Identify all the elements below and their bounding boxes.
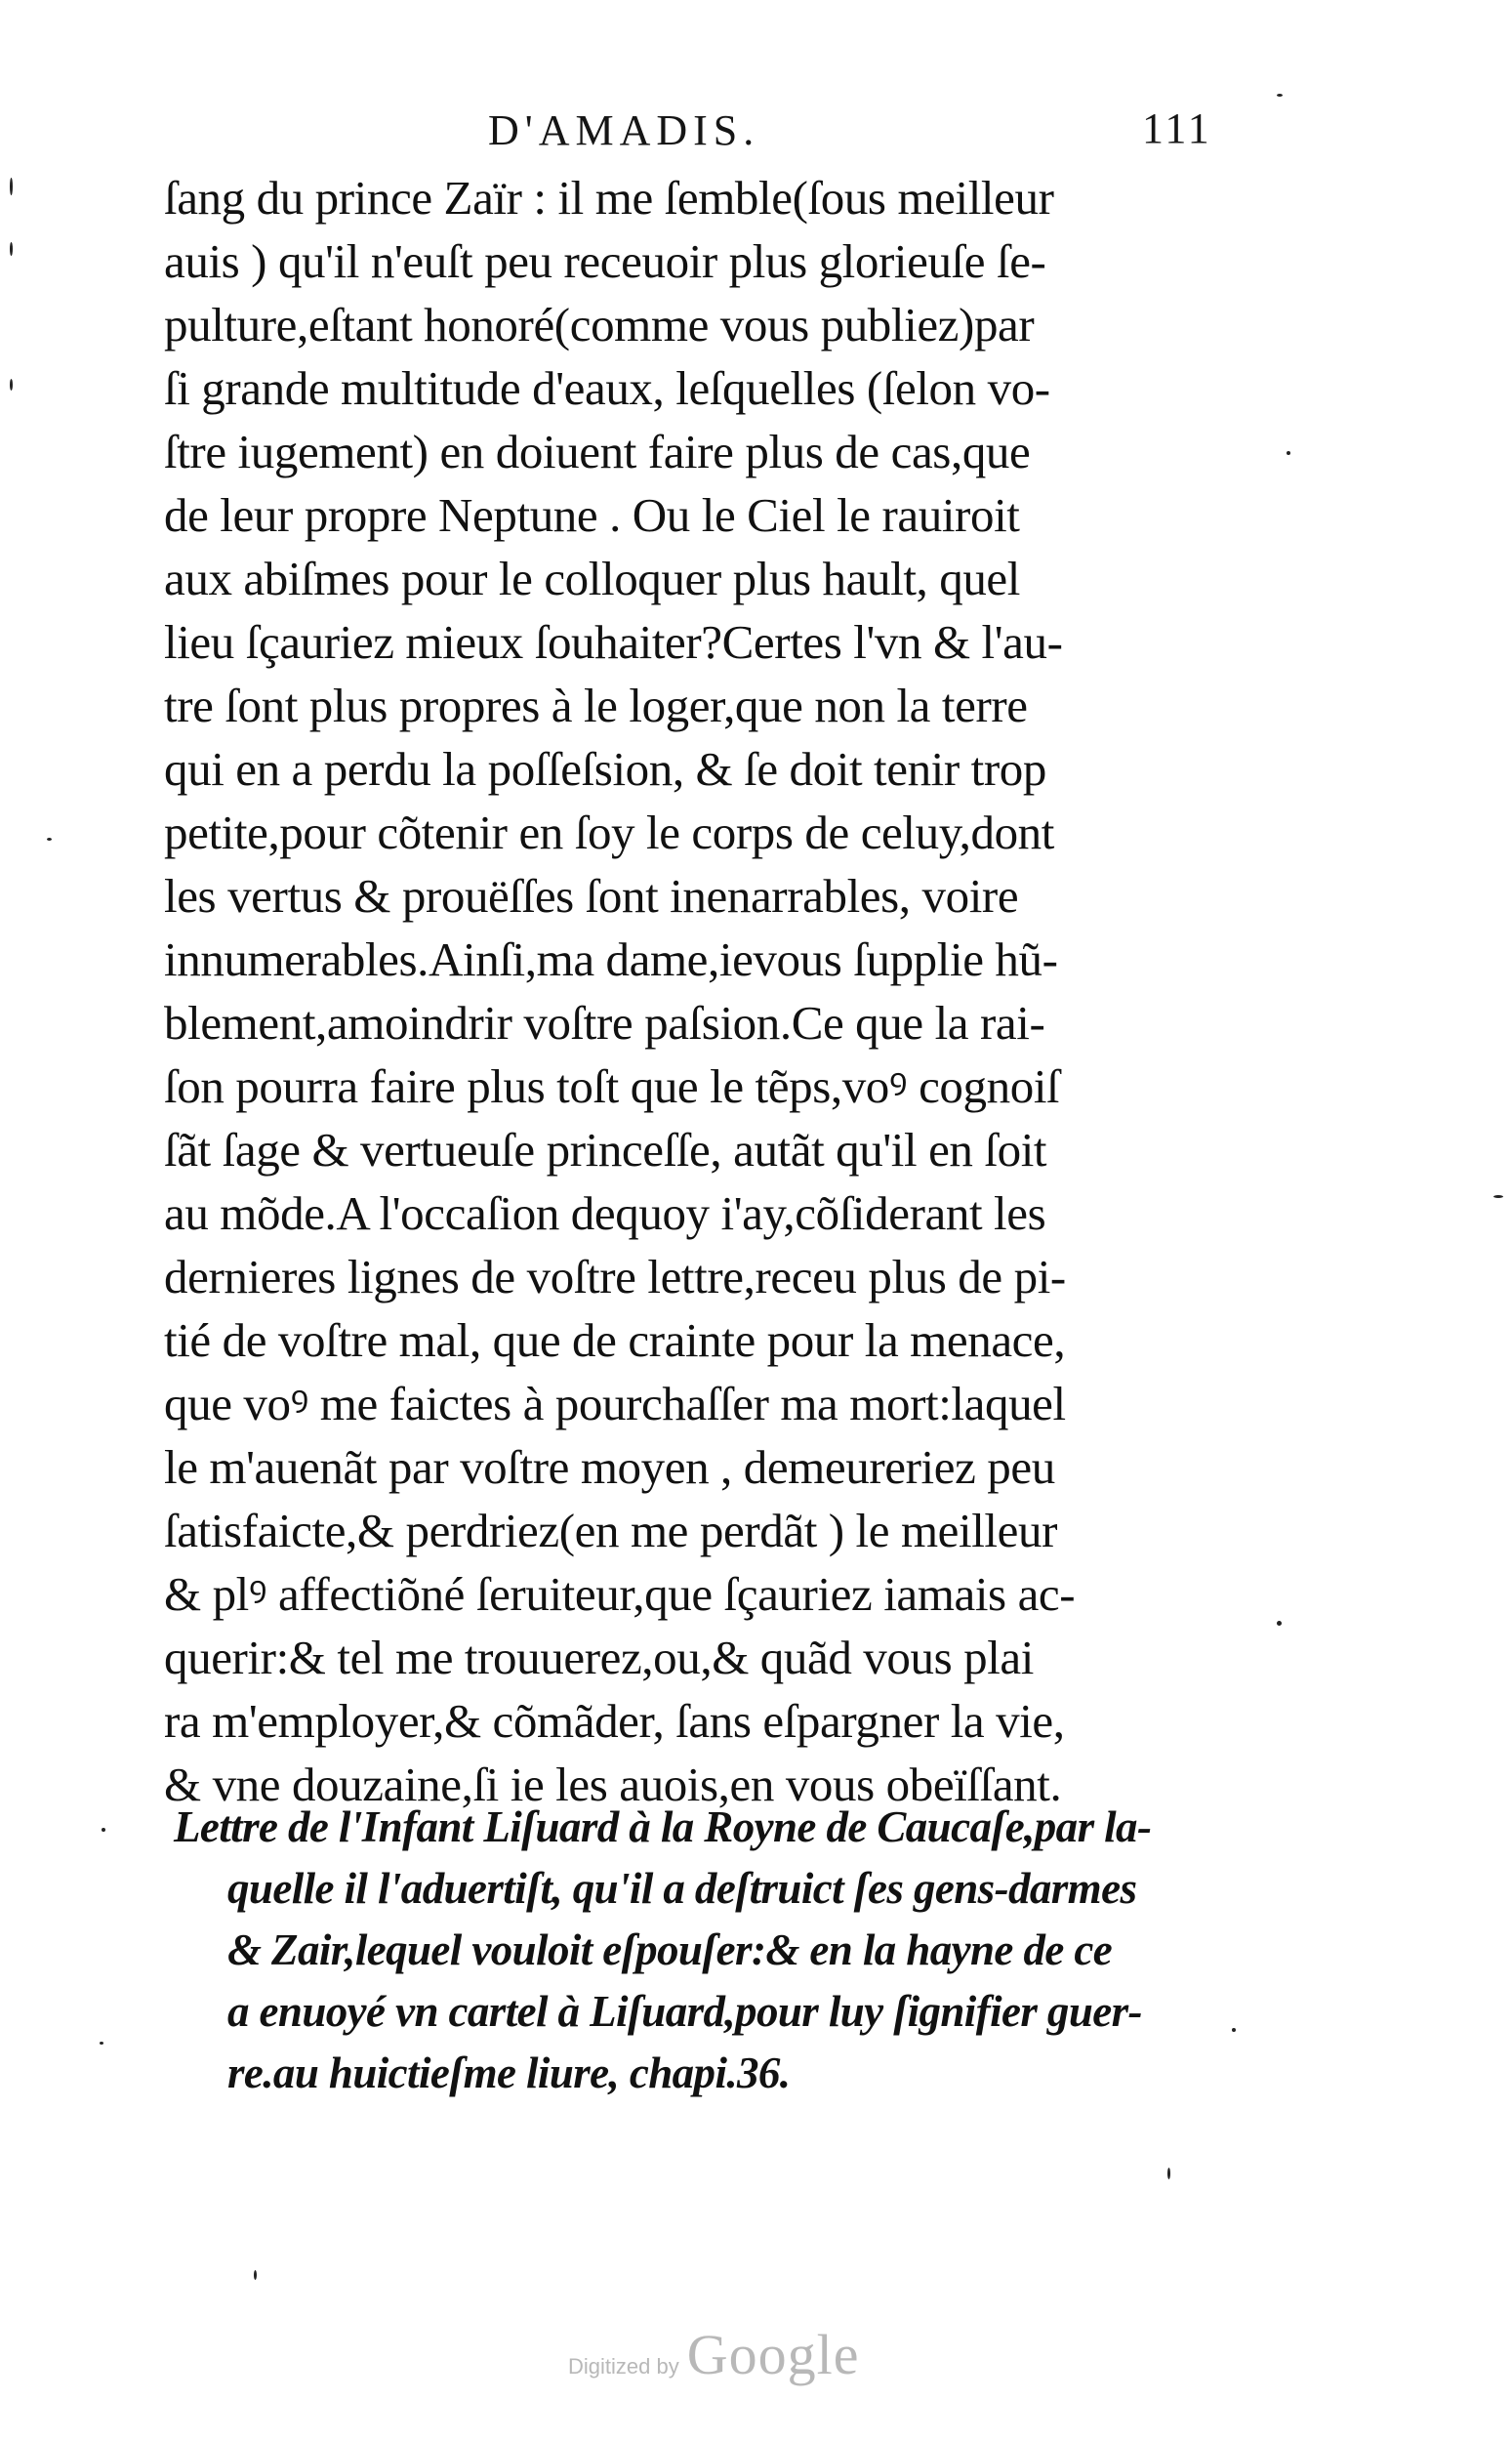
scan-speck [1232,2028,1236,2032]
text-line: ſon pourra faire plus toſt que le tẽps,voꝰ cognoiſ [164,1059,1060,1113]
heading-line: quelle il l'aduertiſt, qu'il a deſtruict ſes gens-darmes [227,1864,1137,1913]
body-text [164,166,1257,1816]
scan-speck [1167,2168,1170,2179]
heading-line: Lettre de l'Infant Liſuard à la Royne de Caucaſe,par la- [174,1802,1152,1851]
text-line: & plꝰ affectiõné ſeruiteur,que ſçauriez iamais ac- [164,1567,1076,1621]
text-line: & vne douzaine,ſi ie les auois,en vous obeïſſant. [164,1758,1062,1811]
heading-line: a enuoyé vn cartel à Liſuard,pour luy ſignifier guer- [227,1987,1142,2036]
text-line: qui en a perdu la poſſeſsion, & ſe doit tenir trop [164,742,1046,796]
text-line: les vertus & prouëſſes ſont inenarrables, voire [164,869,1019,923]
text-line: pulture,eſtant honoré(comme vous publiez)par [164,298,1035,352]
scan-speck [1287,451,1290,455]
scan-speck [47,838,52,841]
google-logo: Google [686,2323,860,2386]
text-line: ſang du prince Zaïr : il me ſemble(ſous meilleur [164,171,1054,225]
scan-speck [10,379,13,391]
scan-speck [1277,94,1283,97]
text-line: querir:& tel me trouuerez,ou,& quãd vous plai [164,1631,1034,1684]
heading-line: & Zair,lequel vouloit eſpouſer:& en la hayne de ce [227,1925,1113,1974]
text-line: auis ) qu'il n'euſt peu receuoir plus glorieuſe ſe- [164,234,1046,288]
digitized-label: Digitized by [568,2354,679,2379]
scan-speck [10,242,13,256]
heading-line: re.au huictieſme liure, chapi.36. [227,2048,791,2097]
text-line: ra m'employer,& cõmãder, ſans eſpargner la vie, [164,1694,1065,1748]
text-line: petite,pour cõtenir en ſoy le corps de celuy,dont [164,806,1054,859]
text-line: ſtre iugement) en doiuent faire plus de cas,que [164,425,1031,478]
text-line: ſatisfaicte,& perdriez(en me perdãt ) le meilleur [164,1504,1058,1557]
text-line: le m'auenãt par voſtre moyen , demeureriez peu [164,1440,1055,1494]
scan-speck [102,1828,105,1832]
page-number: 111 [1142,104,1212,152]
text-line: tre ſont plus propres à le loger,que non la terre [164,679,1028,732]
scan-speck [1277,1621,1282,1626]
text-line: dernieres lignes de voſtre lettre,receu plus de pi- [164,1250,1066,1303]
text-line: lieu ſçauriez mieux ſouhaiter?Certes l'vn & l'au- [164,615,1063,669]
scan-speck [254,2270,257,2280]
text-line: ſi grande multitude d'eaux, leſquelles (ſelon vo- [164,361,1050,415]
text-line: de leur propre Neptune . Ou le Ciel le rauiroit [164,488,1020,542]
scan-speck [100,2042,103,2045]
text-line: que voꝰ me faictes à pourchaſſer ma mort:laquel [164,1377,1066,1430]
text-line: au mõde.A l'occaſion dequoy i'ay,cõſiderant les [164,1186,1046,1240]
chapter-heading [174,1797,1267,2104]
text-line: innumerables.Ainſi,ma dame,ievous ſupplie hũ- [164,932,1058,986]
scan-speck [10,178,13,195]
text-line: blement,amoindrir voſtre paſsion.Ce que la rai- [164,996,1045,1050]
text-line: aux abiſmes pour le colloquer plus hault, quel [164,552,1020,605]
digitized-watermark [568,2322,859,2387]
scan-speck [1493,1195,1503,1198]
running-head: D'AMADIS. [488,106,760,154]
text-line: tié de voſtre mal, que de crainte pour la menace, [164,1313,1066,1367]
text-line: ſãt ſage & vertueuſe princeſſe, autãt qu'il en ſoit [164,1123,1047,1177]
